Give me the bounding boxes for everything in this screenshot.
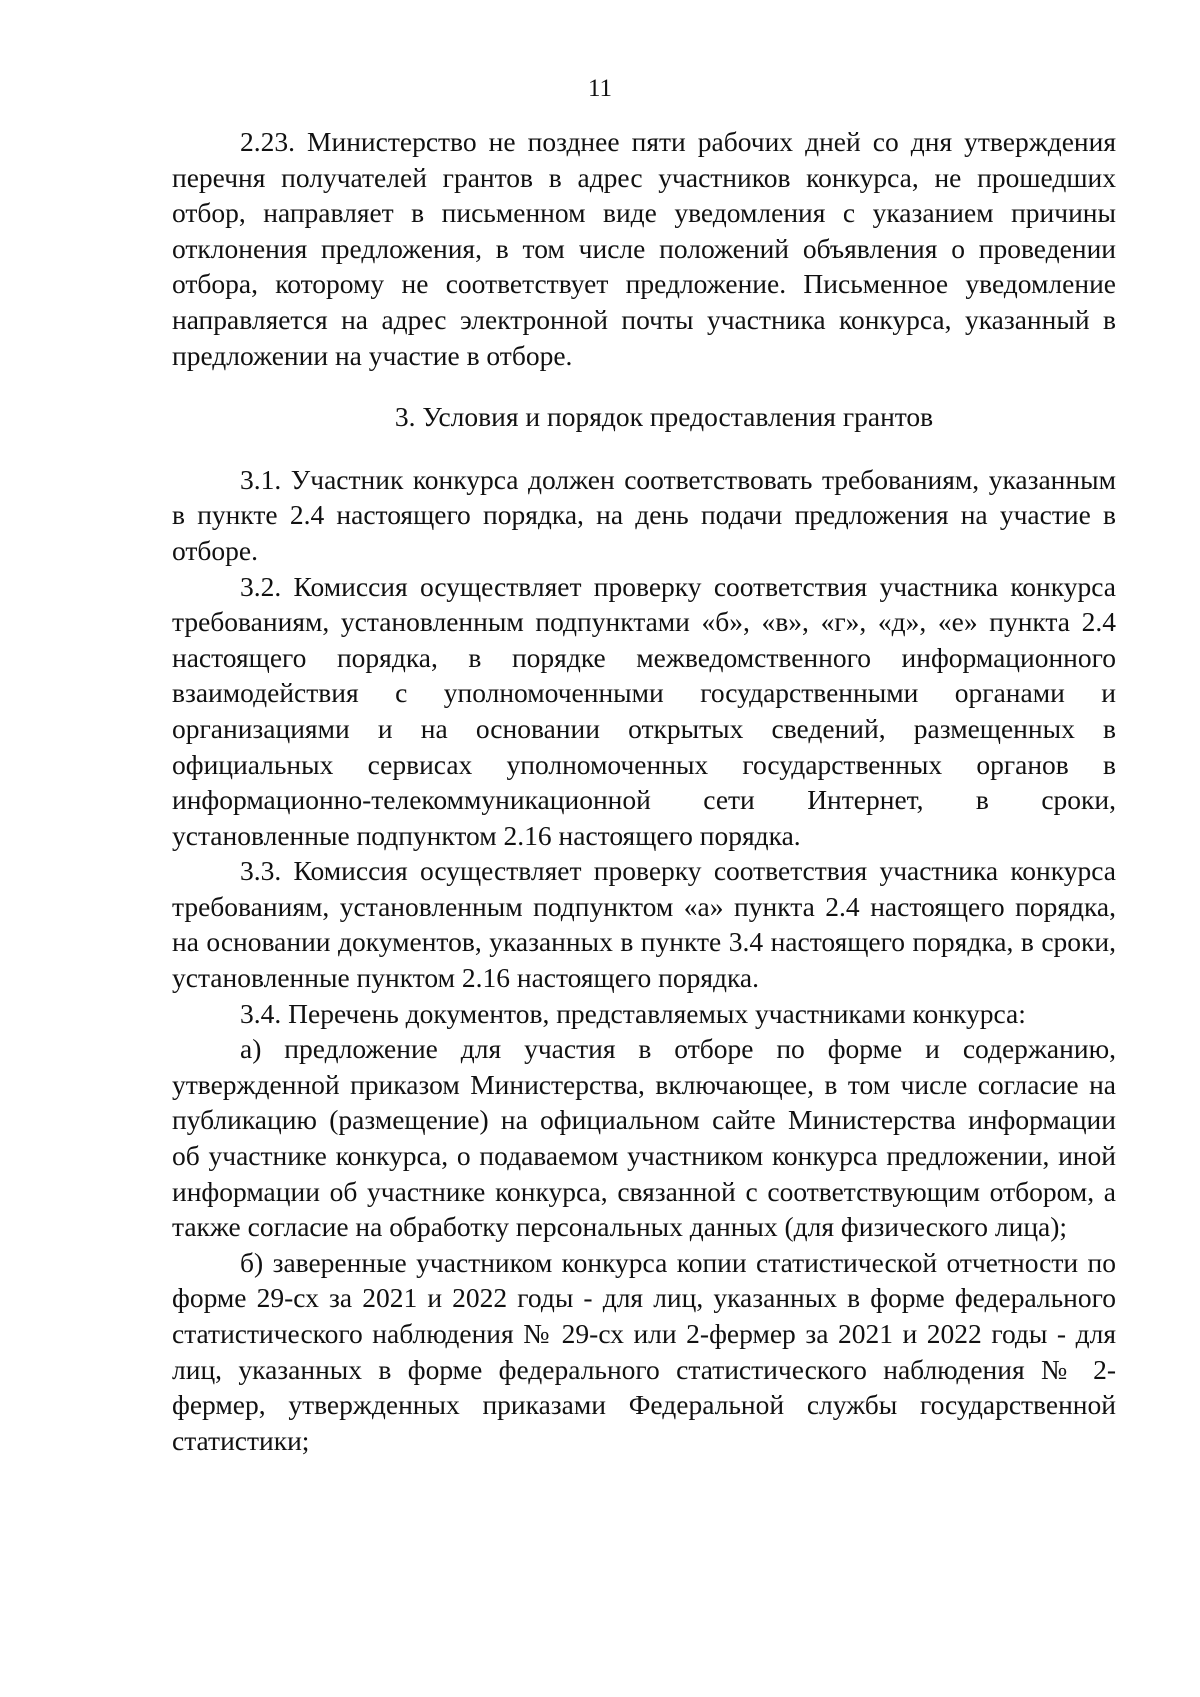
paragraph-3-4-b: б) заверенные участником конкурса копии статистической отчетности по форме 29-сх за 2021 и 2022 годы - для лиц, указанных в форме федерального статистического наблюдения № 29-сх или 2-фермер за 2021 и 2022 годы - для лиц, указанных в форме федерального статистического наблюдения № 2-фермер, утвержденных приказами Федеральной службы государственной статистики; [172, 1246, 1116, 1456]
document-body [172, 124, 1116, 1458]
paragraph-3-3: 3.3. Комиссия осуществляет проверку соответствия участника конкурса требованиям, установленным подпунктом «а» пункта 2.4 настоящего порядка, на основании документов, указанных в пункте 3.4 настоящего порядка, в сроки, установленные пунктом 2.16 настоящего порядка. [172, 855, 1116, 994]
paragraph-2-23: 2.23. Министерство не позднее пяти рабочих дней со дня утверждения перечня получателей грантов в адрес участников конкурса, не прошедших отбор, направляет в письменном виде уведомления с указанием причины отклонения предложения, в том числе положений объявления о проведении отбора, которому не соответствует предложение. Письменное уведомление направляется на адрес электронной почты участника конкурса, указанный в предложении на участие в отборе. [172, 126, 1116, 371]
paragraph-3-4-a: а) предложение для участия в отборе по форме и содержанию, утвержденной приказом Министерства, включающее, в том числе согласие на публикацию (размещение) на официальном сайте Министерства информации об участнике конкурса, о подаваемом участником конкурса предложении, иной информации об участнике конкурса, связанной с соответствующим отбором, а также согласие на обработку персональных данных (для физического лица); [172, 1033, 1116, 1243]
paragraph-3-2: 3.2. Комиссия осуществляет проверку соответствия участника конкурса требованиям, установленным подпунктами «б», «в», «г», «д», «е» пункта 2.4 настоящего порядка, в порядке межведомственного информационного взаимодействия с уполномоченными государственными органами и организациями и на основании открытых сведений, размещенных в официальных сервисах уполномоченных государственных органов в информационно-телекоммуникационной сети Интернет, в сроки, установленные подпунктом 2.16 настоящего порядка. [172, 570, 1116, 851]
page-number: 11 [587, 75, 613, 102]
paragraph-3-4: 3.4. Перечень документов, представляемых участниками конкурса: [240, 997, 1026, 1029]
section-heading-3: 3. Условия и порядок предоставления грантов [394, 401, 934, 433]
paragraph-3-1: 3.1. Участник конкурса должен соответствовать требованиям, указанным в пункте 2.4 настоящего порядка, на день подачи предложения на участие в отборе. [172, 463, 1116, 566]
spacer [172, 435, 1116, 462]
spacer [172, 373, 1116, 399]
